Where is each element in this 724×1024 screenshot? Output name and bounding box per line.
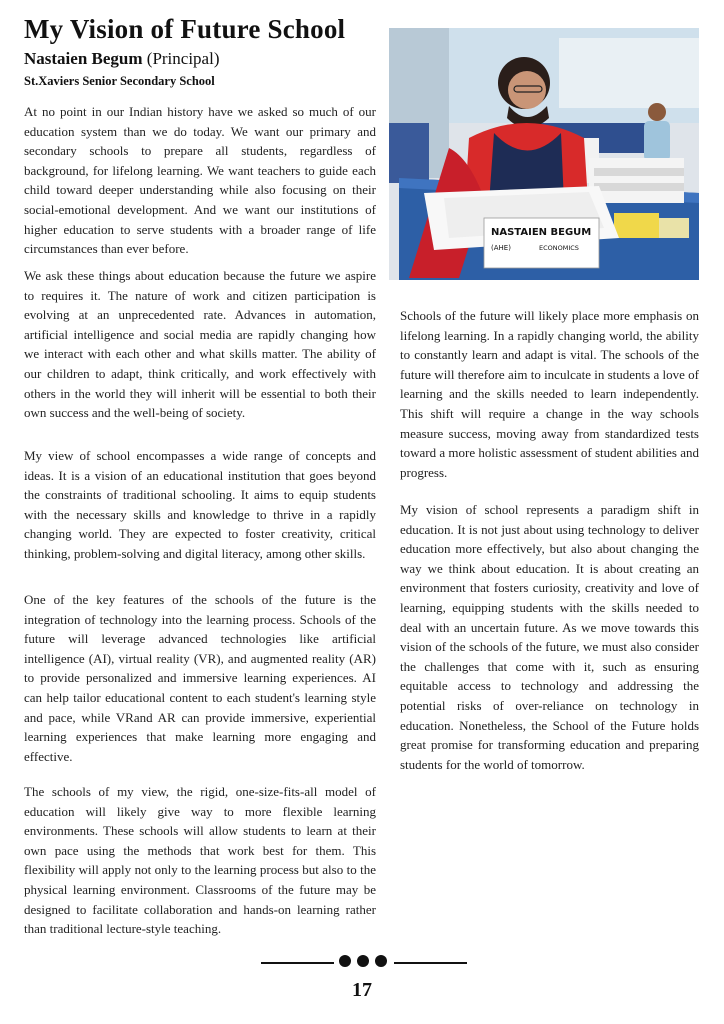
footer-rule-left	[261, 962, 334, 964]
paragraph-flexibility: The schools of my view, the rigid, one-size-fits-all model of education will likely give way to more flexible learning environments. These schools will allow students to learn at their own pace using the methods that work best for them. This flexibility will apply not only to the learning process but also to the physical learning environment. Classrooms of the future may be designed to facilitate collaboration and hands-on learning rather than traditional lecture-style teaching.	[24, 784, 376, 937]
footer-rule-right	[394, 962, 467, 964]
placard-tag: (AHE)	[491, 244, 511, 252]
article-title: My Vision of Future School	[24, 14, 346, 44]
placard-subject: ECONOMICS	[539, 244, 579, 252]
principal-photo	[389, 28, 699, 280]
footer-ornament	[339, 955, 387, 967]
paragraph-paradigm-shift: My vision of school represents a paradigm shift in education. It is not just about using technology to deliver education more effectively, but also about changing the way we think about education. It is about creating an environment that fosters curiosity, creativity and love of learning, equipping students with the skills needed to deal with an uncertain future. As we move towards this vision of the schools of the future, we must also consider the challenges that come with it, such as ensuring equitable access to technology and addressing the potential risks of over-reliance on technology in education. Nonetheless, the School of the Future holds great promise for transforming education and preparing students for the world of tomorrow.	[400, 502, 699, 772]
placard-name: NASTAIEN BEGUM	[491, 227, 592, 238]
ornament-dot	[357, 955, 369, 967]
photo-illustration	[389, 28, 699, 280]
page-number: 17	[352, 979, 372, 1001]
school-name: St.Xaviers Senior Secondary School	[24, 74, 215, 88]
paragraph-technology: One of the key features of the schools of the future is the integration of technology into the learning process. Schools of the future will leverage advanced technologies like artificial intelligence (AI), virtual reality (VR), and augmented reality (AR) to provide personalized and immersive learning experiences. AI can help tailor educational content to each student's learning style and pace, while VRand AR can provide immersive, experiential learning experiences that make learning more engaging and effective.	[24, 592, 376, 764]
author-line	[24, 49, 219, 69]
ornament-dot	[375, 955, 387, 967]
author-role: (Principal)	[146, 49, 220, 68]
ornament-dot	[339, 955, 351, 967]
paragraph-vision: My view of school encompasses a wide range of concepts and ideas. It is a vision of an educational institution that goes beyond the constraints of traditional schooling. It aims to equip students with the necessary skills and knowledge to thrive in a rapidly changing world. They are expected to foster creativity, critical thinking, problem-solving and digital literacy, among other skills.	[24, 448, 376, 561]
paragraph-future: We ask these things about education because the future we aspire to requires it. The nature of work and citizen participation is evolving at an unprecedented rate. Advances in automation, artificial intelligence and social media are rapidly changing how we interact with each other and what skills matter. The ability of our children to adapt, think critically, and work effectively with others in the world they will inherit will be essential to both their own success and the well-being of society.	[24, 268, 376, 421]
paragraph-lifelong-learning: Schools of the future will likely place more emphasis on lifelong learning. In a rapidly changing world, the ability to constantly learn and adapt is vital. The schools of the future will therefore aim to inculcate in students a love of learning and the skills needed to learn independently. This shift will require a change in the way schools measure success, moving away from standardized tests toward a more holistic assessment of student abilities and progress.	[400, 308, 699, 480]
paragraph-history: At no point in our Indian history have we asked so much of our education system than we do today. We want our primary and secondary schools to prepare all students, regardless of background, for lifelong learning. We want teachers to guide each child toward deeper understanding while also focusing on their social-emotional development. And we want our institutions of higher education to serve students with a broader range of life circumstances than ever before.	[24, 104, 376, 257]
author-name: Nastaien Begum	[24, 49, 143, 68]
